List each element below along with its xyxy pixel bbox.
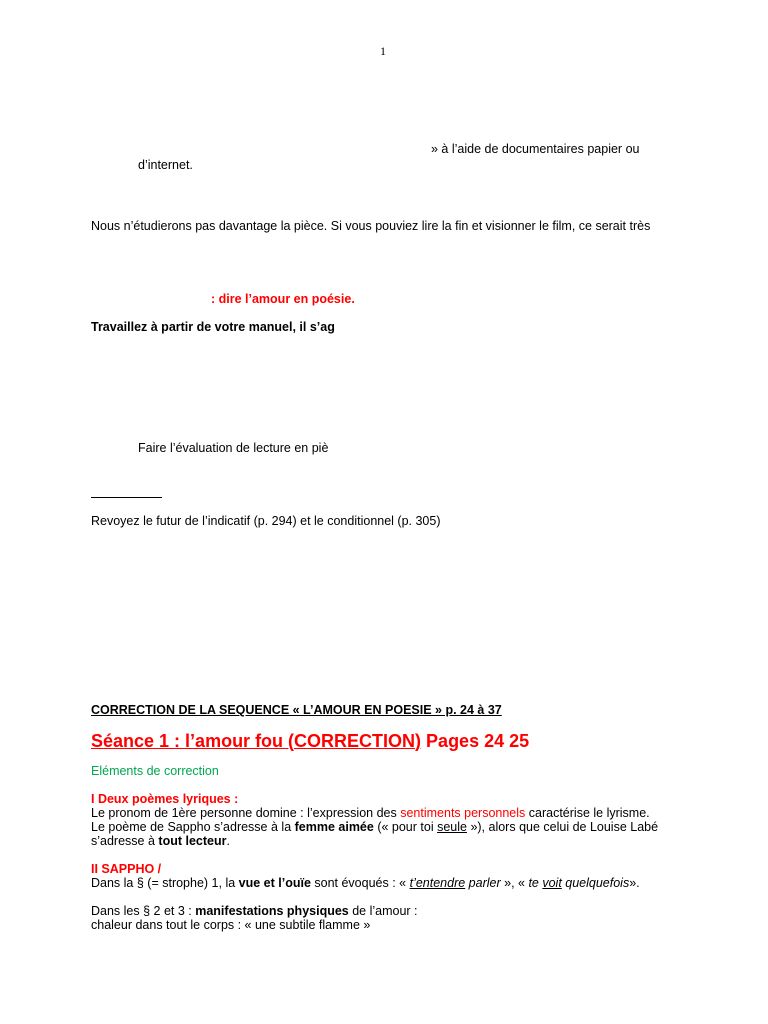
seance-title-correction: CORRECTION <box>294 731 416 751</box>
paragraph-piece: Nous n’étudierons pas davantage la pièce. Si vous pouviez lire la fin et visionner le film, ce serait très <box>91 219 651 233</box>
instruction-travaillez: Travaillez à partir de votre manuel, il s’ag <box>91 320 335 334</box>
section1-line3: s’adresse à tout lecteur. <box>91 834 230 848</box>
elements-correction: Eléments de correction <box>91 764 219 778</box>
page-number: 1 <box>380 44 386 58</box>
vue-ouie: vue et l’ouïe <box>238 876 311 890</box>
seance-title-pages: Pages 24 25 <box>421 731 530 751</box>
section1-heading: I Deux poèmes lyriques : <box>91 792 239 806</box>
manifestations-physiques: manifestations physiques <box>195 904 349 918</box>
sentiments-personnels: sentiments personnels <box>400 806 526 820</box>
instruction-revoyez: Revoyez le futur de l’indicatif (p. 294) et le conditionnel (p. 305) <box>91 514 441 528</box>
voit: voit <box>542 876 562 890</box>
seance-title-part3: ) <box>415 731 422 751</box>
section2-heading: II SAPPHO / <box>91 862 162 876</box>
section1-line1: Le pronom de 1ère personne domine : l’expression des sentiments personnels caractérise le lyrisme. <box>91 806 650 820</box>
femme-aimee: femme aimée <box>294 820 374 834</box>
instruction-evaluation: Faire l’évaluation de lecture en piè <box>138 441 329 455</box>
separator-rule <box>91 497 162 498</box>
section2-line1: Dans la § (= strophe) 1, la vue et l’ouïe sont évoqués : « t’entendre parler », « te voit quelquefois». <box>91 876 640 890</box>
tout-lecteur: tout lecteur <box>158 834 227 848</box>
section1-line2: Le poème de Sappho s’adresse à la femme aimée (« pour toi seule »), alors que celui de Louise Labé <box>91 820 659 834</box>
section2-line3: chaleur dans tout le corps : « une subtile flamme » <box>91 918 371 932</box>
seule: seule <box>437 820 467 834</box>
intro-line-2: d’internet. <box>138 158 193 172</box>
intro-line-1: » à l’aide de documentaires papier ou <box>431 142 640 156</box>
t-entendre: t’entendre <box>409 876 466 890</box>
correction-heading: CORRECTION DE LA SEQUENCE « L’AMOUR EN POESIE » p. 24 à 37 <box>91 703 502 717</box>
heading-dire-amour: : dire l’amour en poésie. <box>211 292 355 306</box>
seance-title <box>91 730 529 752</box>
section2-line2: Dans les § 2 et 3 : manifestations physiques de l’amour : <box>91 904 418 918</box>
seance-title-part1: Séance 1 : l’amour fou ( <box>91 731 295 751</box>
